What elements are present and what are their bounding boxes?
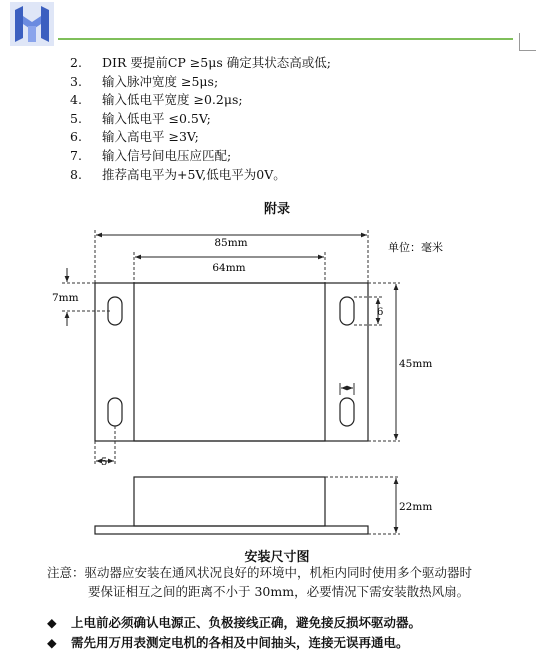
side-view-housing [134, 477, 325, 526]
unit-label: 单位：毫米 [388, 241, 443, 254]
figure-caption: 安装尺寸图 [244, 550, 310, 565]
list-item: 8. 推荐高电平为+5V,低电平为0V。 [70, 166, 286, 182]
dim-label-7: 7mm [52, 292, 79, 304]
note-line: 要保证相互之间的距离不小于 30mm，必要情况下需安装散热风扇。 [88, 584, 470, 599]
list-item: 6. 输入高电平 ≥3V; [70, 129, 199, 145]
list-item: 2. DIR 要提前CP ≥5μs 确定其状态高或低; [70, 55, 331, 70]
list-item: 5. 输入低电平 ≤0.5V; [70, 110, 211, 126]
mounting-slot [108, 297, 122, 325]
appendix-title: 附录 [263, 202, 290, 217]
side-view-base [95, 526, 368, 534]
top-view-base [95, 283, 368, 441]
list-item: 7. 输入信号间电压应匹配; [70, 147, 232, 163]
list-item: 3. 输入脉冲宽度 ≥5μs; [70, 73, 219, 89]
dim-label-85: 85mm [214, 237, 248, 249]
dim-label-22: 22mm [399, 501, 433, 513]
mounting-slot [340, 297, 354, 325]
dim-label-5: 5 [101, 457, 108, 468]
top-view-housing [134, 283, 325, 441]
list-item: 4. 输入低电平宽度 ≥0.2μs; [70, 92, 243, 108]
mounting-slot [108, 398, 122, 426]
diamond-bullet-icon: ◆ [47, 615, 57, 630]
dim-label-64: 64mm [212, 262, 246, 274]
note-line: 注意：驱动器应安装在通风状况良好的环境中，机柜内同时使用多个驱动器时 [47, 565, 473, 580]
dim-label-6: 6 [377, 307, 384, 318]
list-item: ◆ 需先用万用表测定电机的各相及中间抽头，连接无误再通电。 [47, 633, 421, 653]
mounting-slot [340, 398, 354, 426]
diamond-bullet-icon: ◆ [47, 635, 57, 650]
list-item: ◆ 上电前必须确认电源正、负极接线正确，避免接反损坏驱动器。 [47, 613, 421, 633]
warning-list [47, 613, 421, 653]
dim-label-45: 45mm [399, 358, 433, 370]
